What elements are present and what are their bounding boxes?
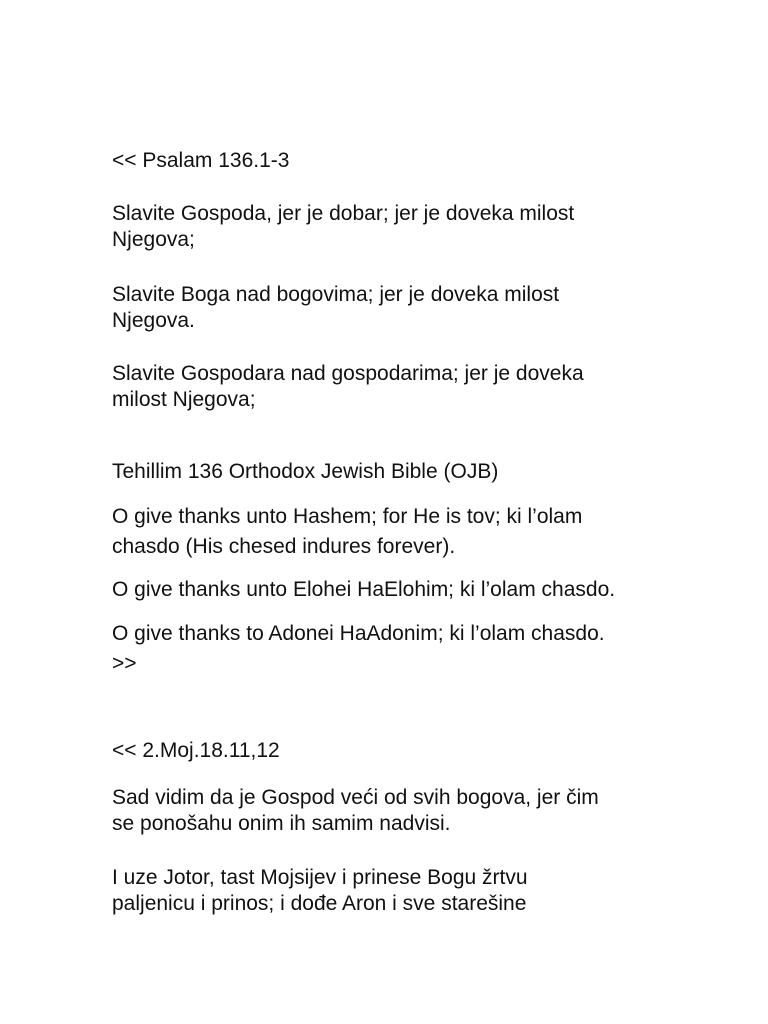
moj-verse-1-line-2: se ponošahu onim ih samim nadvisi. — [112, 812, 451, 835]
ojb-verse-1-line-1: O give thanks unto Hashem; for He is tov; ki l’olam — [112, 505, 583, 528]
ojb-verse-1-line-2: chasdo (His chesed indures forever). — [112, 535, 456, 558]
ojb-verse-3: O give thanks to Adonei HaAdonim; ki l’olam chasdo. — [112, 622, 605, 645]
psalm-verse-3-line-1: Slavite Gospodara nad gospodarima; jer je doveka — [112, 362, 584, 385]
moj-verse-2-line-1: I uze Jotor, tast Mojsijev i prinese Bogu žrtvu — [112, 866, 528, 889]
ojb-closing-marker: >> — [112, 652, 137, 675]
psalm-verse-1-line-2: Njegova; — [112, 228, 195, 251]
moj-verse-2-line-2: paljenicu i prinos; i dođe Aron i sve starešine — [112, 892, 527, 915]
psalm-verse-2-line-2: Njegova. — [112, 309, 195, 332]
ojb-verse-2: O give thanks unto Elohei HaElohim; ki l’olam chasdo. — [112, 578, 616, 601]
psalm-verse-3-line-2: milost Njegova; — [112, 388, 256, 411]
ojb-heading: Tehillim 136 Orthodox Jewish Bible (OJB) — [112, 460, 499, 483]
psalm-heading: << Psalam 136.1-3 — [112, 149, 290, 172]
moj-heading: << 2.Moj.18.11,12 — [112, 739, 280, 762]
psalm-verse-1-line-1: Slavite Gospoda, jer je dobar; jer je doveka milost — [112, 202, 575, 225]
psalm-verse-2-line-1: Slavite Boga nad bogovima; jer je doveka milost — [112, 283, 560, 306]
moj-verse-1-line-1: Sad vidim da je Gospod veći od svih bogova, jer čim — [112, 786, 599, 809]
